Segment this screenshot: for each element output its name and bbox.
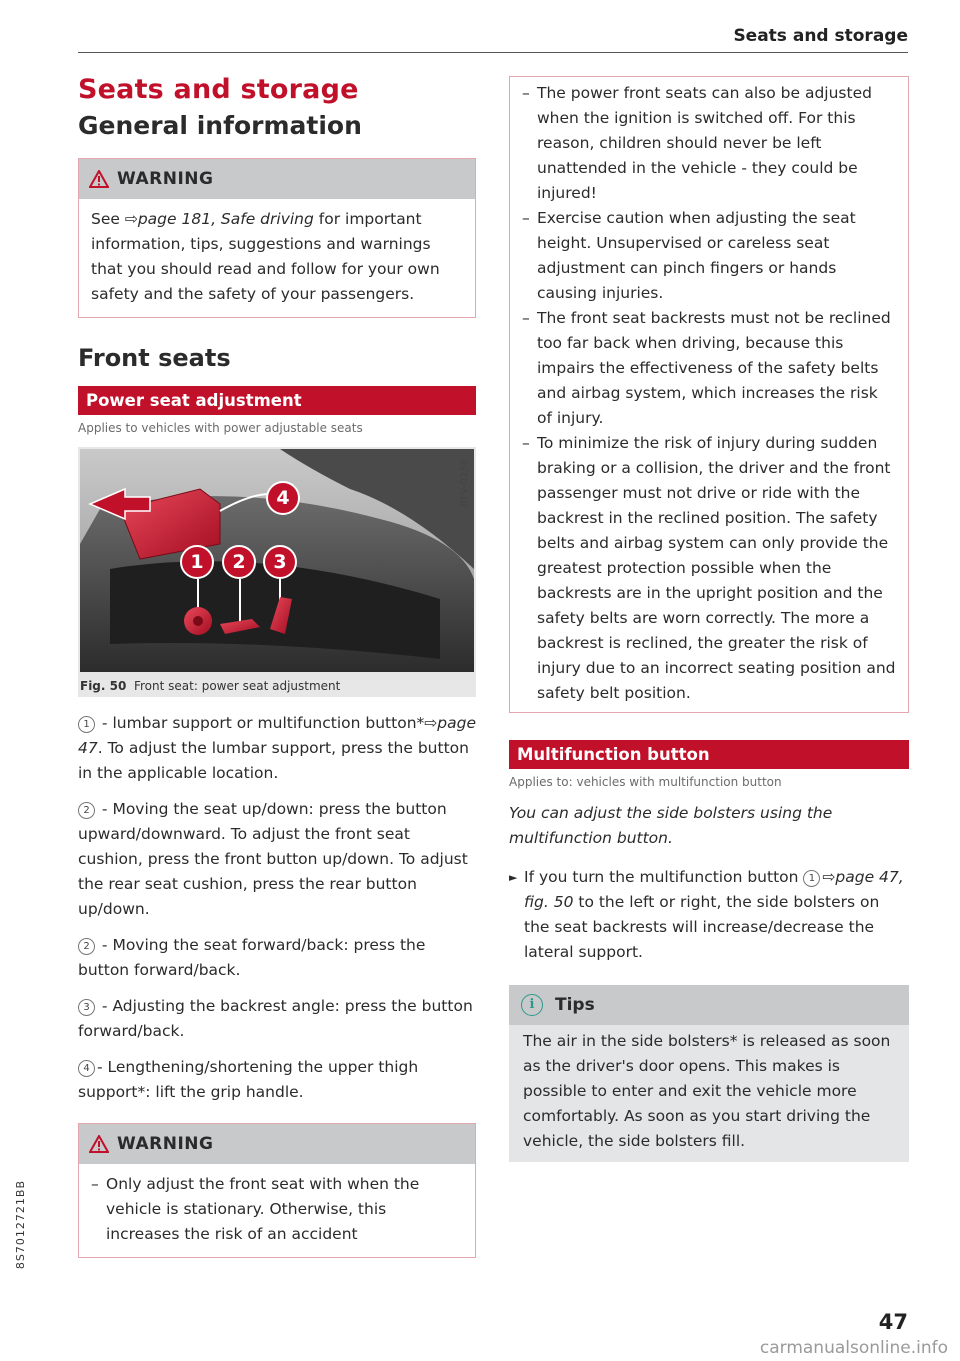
power-seat-applies: Applies to vehicles with power adjustable seats	[78, 421, 363, 435]
warning-bullet: – The front seat backrests must not be reclined too far back when driving, because this impairs the effectiveness of the safety belts and airbag system, which increases the risk of injury.	[522, 306, 896, 431]
number-circle: 2	[78, 938, 95, 955]
warning-text: for important information, tips, suggestions and warnings that you should read and follow for your own safety and the safety of your passengers.	[91, 210, 440, 303]
warning-label: WARNING	[117, 169, 214, 189]
warning-body	[79, 199, 475, 317]
arrow-glyph: ⇨	[124, 210, 138, 228]
warning-bullet: – Exercise caution when adjusting the seat height. Unsupervised or careless seat adjustment can pinch fingers or hands causing injuries.	[522, 206, 896, 306]
figure-caption: Fig. 50 Front seat: power seat adjustment	[80, 679, 341, 693]
tips-box	[509, 985, 909, 1162]
page-link[interactable]: page 47	[78, 714, 476, 757]
callout-2: 2	[222, 545, 256, 579]
power-seat-banner: Power seat adjustment	[78, 386, 476, 415]
number-circle: 4	[78, 1060, 95, 1077]
item-thigh-support: 4 - Lengthening/shortening the upper thigh support*: lift the grip handle.	[78, 1058, 419, 1101]
warning-see: See	[91, 210, 125, 228]
number-circle: 1	[803, 870, 820, 887]
tips-header	[509, 985, 909, 1025]
tips-body: The air in the side bolsters* is released as soon as the driver's door opens. This makes is possible to enter and exit the vehicle more comfortably. As soon as you start driving the vehicle, the side bolsters fill.	[509, 1025, 909, 1162]
left-column	[78, 74, 476, 1258]
warning-continued-box	[509, 76, 909, 713]
multifunction-intro: You can adjust the side bolsters using the multifunction button.	[509, 804, 833, 847]
item-up-down: 2 - Moving the seat up/down: press the button upward/downward. To adjust the front seat cushion, press the front button up/down. To adjust the rear seat cushion, press the rear button up/down.	[78, 800, 468, 918]
warning-triangle-icon	[89, 170, 109, 188]
warning-body	[79, 1164, 475, 1257]
callout-3: 3	[263, 545, 297, 579]
warning-triangle-icon	[89, 1135, 109, 1153]
page-number: 47	[878, 1310, 908, 1334]
figure-link[interactable]: page 47, fig. 50	[524, 868, 904, 911]
warning-bullet: – The power front seats can also be adjusted when the ignition is switched off. For this reason, children should never be left unattended in the vehicle - they could be injured!	[522, 81, 896, 206]
tips-label: Tips	[555, 995, 595, 1015]
warning-continued-body	[510, 77, 908, 712]
callout-1: 1	[180, 545, 214, 579]
multifunction-step: ► If you turn the multifunction button 1 ⇨page 47, fig. 50 to the left or right, the side bolsters on the seat backrests will increase/decrease the lateral support.	[509, 865, 909, 965]
warning-box	[78, 158, 476, 318]
item-forward-back: 2 - Moving the seat forward/back: press the button forward/back.	[78, 936, 426, 979]
multifunction-banner: Multifunction button	[509, 740, 909, 769]
callout-4: 4	[266, 481, 300, 515]
section-title: Seats and storage	[78, 74, 359, 105]
page-reference-link[interactable]: page 181, Safe driving	[137, 210, 314, 228]
warning-bullet: – To minimize the risk of injury during sudden braking or a collision, the driver and the front passenger must not drive or ride with the backrest in the reclined position. The safety belts and airbag system can only provide the greatest protection possible when the backrests are in the upright position and the safety belts are worn correctly. The more a backrest is reclined, the greater the risk of injury due to an incorrect seating position and safety belt position.	[522, 431, 896, 706]
warning-bullet: – Only adjust the front seat with when the vehicle is stationary. Otherwise, this increases the risk of an accident	[91, 1172, 463, 1247]
number-circle: 1	[78, 716, 95, 733]
right-column	[509, 76, 909, 1162]
figure-50	[78, 447, 476, 697]
warning-header	[79, 159, 475, 199]
figure-code: BFV-0258	[459, 459, 470, 507]
info-icon: i	[521, 994, 543, 1016]
side-document-code: 8S7012721BB	[14, 1180, 27, 1270]
warning-label: WARNING	[117, 1134, 214, 1154]
item-lumbar: 1 - lumbar support or multifunction button*⇨page 47. To adjust the lumbar support, press the button in the applicable location.	[78, 714, 476, 782]
watermark: carmanualsonline.info	[759, 1338, 948, 1358]
front-seats-title: Front seats	[78, 344, 231, 372]
number-circle: 3	[78, 999, 95, 1016]
running-header: Seats and storage	[733, 26, 908, 46]
subsection-title: General information	[78, 111, 362, 140]
item-backrest: 3 - Adjusting the backrest angle: press the button forward/back.	[78, 997, 473, 1040]
warning-box-2	[78, 1123, 476, 1258]
step-marker: ►	[509, 871, 518, 884]
header-rule	[78, 52, 908, 53]
number-circle: 2	[78, 802, 95, 819]
multifunction-applies: Applies to: vehicles with multifunction button	[509, 775, 782, 789]
warning-header	[79, 1124, 475, 1164]
